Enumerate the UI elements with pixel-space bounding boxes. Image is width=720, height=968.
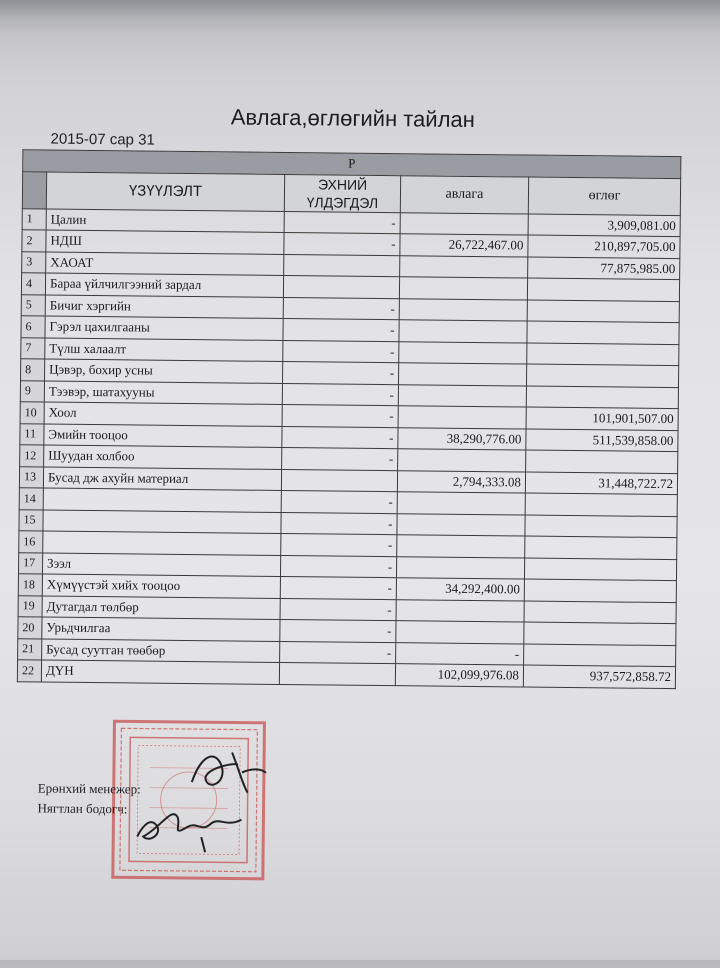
row-opening — [283, 275, 399, 298]
row-opening: - — [282, 383, 398, 406]
row-number: 5 — [21, 294, 45, 316]
row-opening: - — [281, 490, 397, 513]
row-receivable — [400, 212, 528, 235]
row-name: Шуудан холбоо — [44, 445, 282, 469]
row-name: Дутагдал төлбөр — [42, 595, 280, 619]
table-body — [17, 208, 680, 688]
row-number: 2 — [22, 230, 46, 252]
row-receivable — [398, 449, 526, 472]
row-payable — [527, 321, 679, 344]
row-name: Хоол — [44, 402, 282, 426]
row-number: 16 — [19, 531, 43, 553]
row-receivable — [398, 406, 526, 429]
row-payable — [524, 622, 676, 645]
row-opening: - — [282, 426, 398, 449]
row-name — [43, 488, 281, 512]
row-name: ДҮН — [41, 660, 279, 684]
row-opening — [279, 662, 395, 685]
row-payable — [525, 515, 677, 538]
row-payable — [524, 601, 676, 624]
row-receivable — [396, 556, 524, 579]
manager-label: Ерөнхий менежер: — [37, 780, 141, 797]
row-opening: - — [280, 555, 396, 578]
row-payable — [524, 579, 676, 602]
row-receivable — [399, 298, 527, 321]
column-header-payable: өглөг — [528, 177, 680, 216]
row-payable — [524, 644, 676, 667]
row-name: НДШ — [46, 230, 284, 254]
row-opening: - — [283, 318, 399, 341]
row-name: Зээл — [42, 552, 280, 576]
row-opening: - — [284, 211, 400, 234]
row-number: 11 — [20, 423, 44, 445]
column-header-number — [22, 171, 46, 208]
row-payable — [526, 450, 678, 473]
row-number: 20 — [18, 617, 42, 639]
row-name: ХАОАТ — [46, 251, 284, 275]
row-name: Цэвэр, бохир усны — [45, 359, 283, 383]
row-opening: - — [282, 404, 398, 427]
row-number: 6 — [21, 316, 45, 338]
row-number: 1 — [22, 208, 46, 230]
report-date: 2015-07 сар 31 — [50, 130, 155, 149]
row-receivable — [400, 255, 528, 278]
row-payable — [527, 343, 679, 366]
row-payable: 511,539,858.00 — [526, 429, 678, 452]
row-receivable — [397, 535, 525, 558]
row-receivable: 38,290,776.00 — [398, 427, 526, 450]
row-payable — [527, 278, 679, 301]
row-receivable — [398, 384, 526, 407]
row-opening: - — [282, 447, 398, 470]
manager-signature — [182, 742, 273, 803]
row-receivable — [397, 513, 525, 536]
row-payable: 210,897,705.00 — [528, 235, 680, 258]
row-opening: - — [280, 598, 396, 621]
row-receivable — [399, 277, 527, 300]
row-receivable: 26,722,467.00 — [400, 234, 528, 257]
row-payable: 31,448,722.72 — [525, 472, 677, 495]
row-receivable: 102,099,976.08 — [395, 664, 523, 687]
row-opening: - — [280, 641, 396, 664]
row-opening: - — [283, 361, 399, 384]
row-receivable: 2,794,333.08 — [397, 470, 525, 493]
report-table — [17, 149, 682, 688]
row-opening — [281, 469, 397, 492]
row-name — [43, 531, 281, 555]
report-title: Авлага,өглөгийн тайлан — [230, 104, 476, 132]
row-payable: 101,901,507.00 — [526, 407, 678, 430]
accountant-signature — [131, 796, 252, 857]
row-opening: - — [280, 576, 396, 599]
row-receivable: - — [396, 642, 524, 665]
row-opening: - — [284, 232, 400, 255]
row-number: 22 — [17, 660, 41, 682]
row-name — [43, 509, 281, 533]
row-receivable — [396, 621, 524, 644]
row-receivable — [399, 341, 527, 364]
row-number: 18 — [18, 574, 42, 596]
row-name: Тээвэр, шатахууны — [44, 380, 282, 404]
row-name: Хүмүүстэй хийх тооцоо — [42, 574, 280, 598]
row-name: Урьдчилгаа — [42, 617, 280, 641]
row-payable: 937,572,858.72 — [523, 665, 675, 688]
row-number: 17 — [18, 552, 42, 574]
column-header-receivable: авлага — [400, 175, 528, 213]
group-header: Р — [23, 150, 681, 178]
row-number: 8 — [21, 359, 45, 381]
row-receivable: 34,292,400.00 — [396, 578, 524, 601]
row-number: 19 — [18, 595, 42, 617]
row-payable — [524, 558, 676, 581]
row-number: 21 — [18, 638, 42, 660]
row-name: Эмийн тооцоо — [44, 423, 282, 447]
row-number: 12 — [20, 445, 44, 467]
row-number: 3 — [22, 251, 46, 273]
row-opening: - — [281, 533, 397, 556]
row-receivable — [397, 492, 525, 515]
row-receivable — [399, 320, 527, 343]
accountant-label: Нягтлан бодогч: — [37, 800, 128, 817]
row-payable — [525, 493, 677, 516]
row-receivable — [396, 599, 524, 622]
row-name: Бараа үйлчилгээний зардал — [45, 273, 283, 297]
row-receivable — [398, 363, 526, 386]
row-name: Цалин — [46, 208, 284, 232]
row-name: Гэрэл цахилгааны — [45, 316, 283, 340]
row-opening — [284, 254, 400, 277]
row-opening: - — [280, 619, 396, 642]
row-opening: - — [283, 297, 399, 320]
row-name: Бусад суутган төөбөр — [42, 638, 280, 662]
row-number: 14 — [19, 488, 43, 510]
row-payable: 77,875,985.00 — [528, 257, 680, 280]
row-payable — [527, 300, 679, 323]
row-number: 9 — [20, 380, 44, 402]
row-name: Түлш халаалт — [45, 337, 283, 361]
row-name: Бусад дж ахуйн материал — [43, 466, 281, 490]
row-opening: - — [281, 512, 397, 535]
column-header-opening: ЭХНИЙ ҮЛДЭГДЭЛ — [284, 174, 400, 212]
row-payable: 3,909,081.00 — [528, 214, 680, 237]
row-payable — [526, 364, 678, 387]
row-name: Бичиг хэргийн — [45, 294, 283, 318]
row-number: 13 — [19, 466, 43, 488]
row-number: 7 — [21, 337, 45, 359]
row-number: 15 — [19, 509, 43, 531]
column-header-name: ҮЗҮҮЛЭЛТ — [46, 171, 284, 210]
row-payable — [525, 536, 677, 559]
row-opening: - — [283, 340, 399, 363]
row-number: 10 — [20, 402, 44, 424]
row-payable — [526, 386, 678, 409]
row-number: 4 — [21, 273, 45, 295]
